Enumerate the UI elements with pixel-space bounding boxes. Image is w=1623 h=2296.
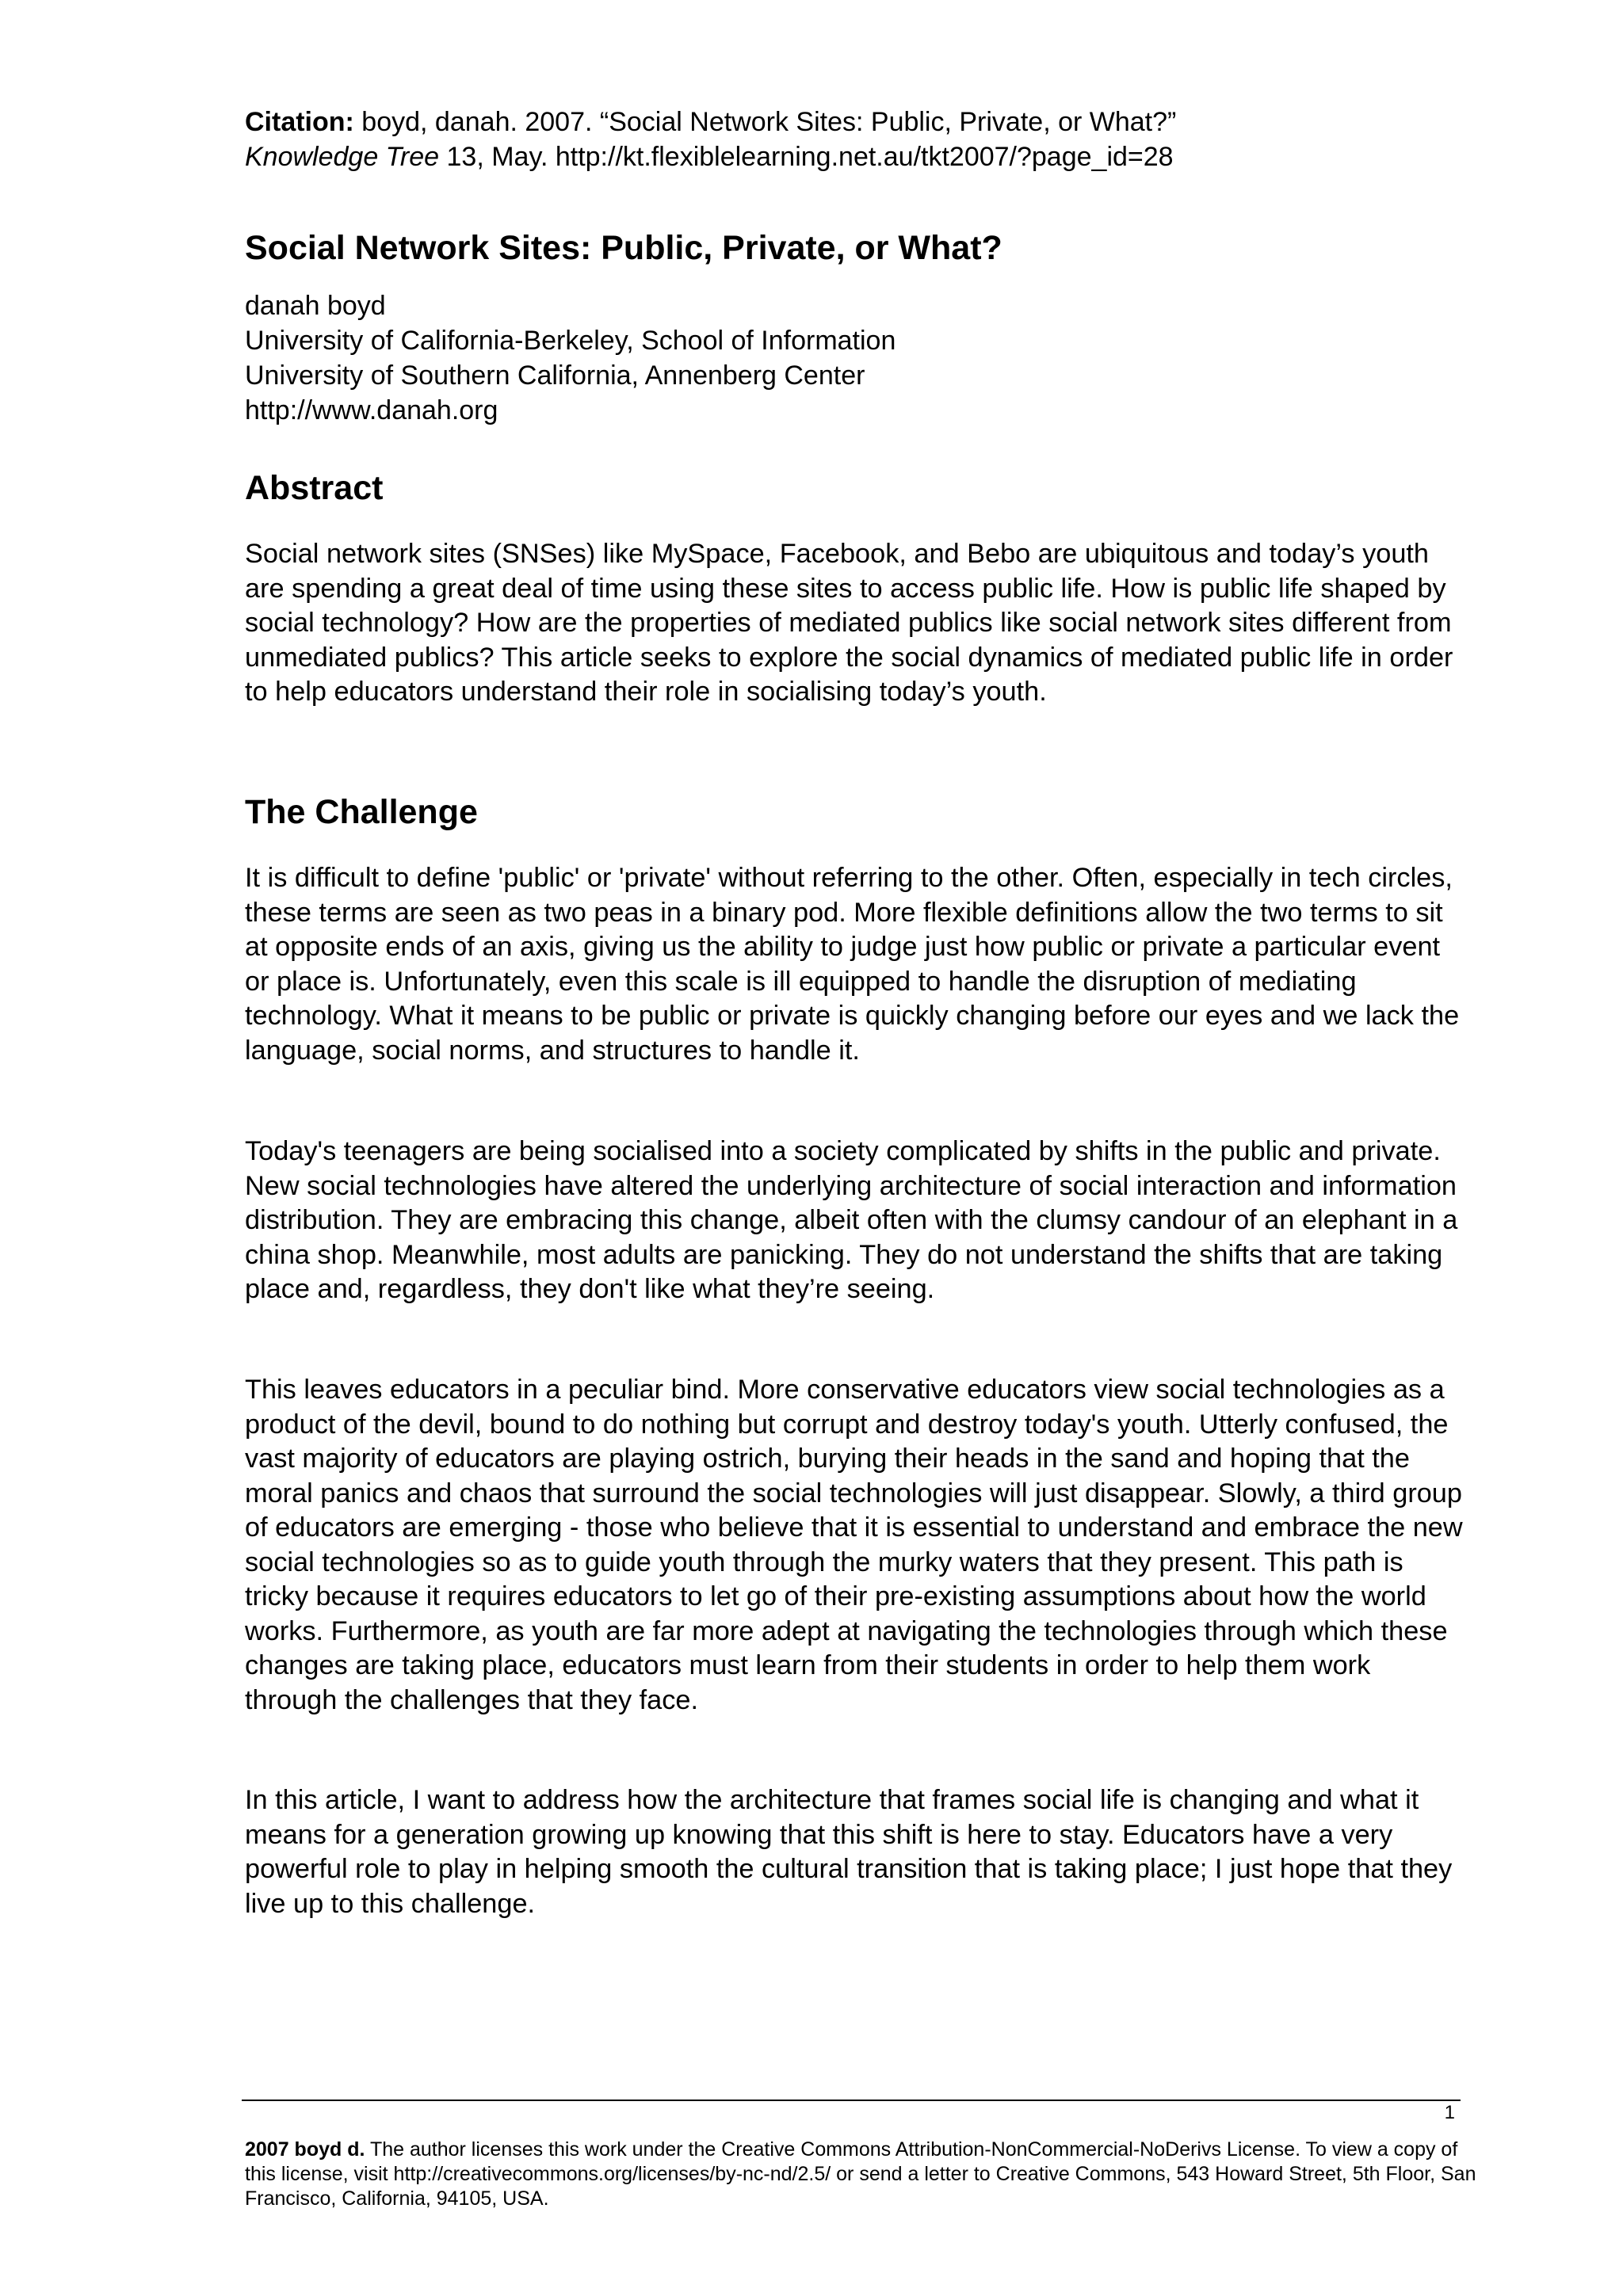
page-number: 1: [1444, 2102, 1455, 2123]
challenge-heading: The Challenge: [245, 793, 478, 831]
citation-line-2: [245, 139, 1457, 174]
footer-divider: [242, 2100, 1461, 2101]
abstract-paragraph: Social network sites (SNSes) like MySpace, Facebook, and Bebo are ubiquitous and today’s youth are spending a great deal of time using these sites to access public life. How is public life shaped by social technology? How are the properties of mediated publics like social network sites different from unmediated publics? This article seeks to explore the social dynamics of mediated public life in order to help educators understand their role in socialising today’s youth.: [245, 539, 1453, 707]
author-affiliation-2: University of Southern California, Annenberg Center: [245, 360, 865, 391]
license-copyright: 2007 boyd d.: [245, 2138, 365, 2161]
license-text: The author licenses this work under the Creative Commons Attribution-NonCommercial-NoDerivs License. To view a copy of this license, visit http://creativecommons.org/licenses/by-nc-nd/2.5/ or send a letter to Creative Commons, 543 Howard Street, 5th Floor, San Francisco, California, 94105, USA.: [245, 2138, 1476, 2210]
challenge-paragraph-2: Today's teenagers are being socialised into a society complicated by shifts in the public and private. New social technologies have altered the underlying architecture of social interaction and information distribution. They are embracing this change, albeit often with the clumsy candour of an elephant in a china shop. Meanwhile, most adults are panicking. They do not understand the shifts that are taking place and, regardless, they don't like what they’re seeing.: [245, 1136, 1458, 1304]
author-website: http://www.danah.org: [245, 395, 498, 425]
abstract-heading: Abstract: [245, 469, 384, 507]
citation-journal: Knowledge Tree: [245, 142, 440, 172]
citation-line-2-text: 13, May. http://kt.flexiblelearning.net.au/tkt2007/?page_id=28: [439, 142, 1174, 172]
challenge-paragraph-3: This leaves educators in a peculiar bind. More conservative educators view social technologies as a product of the devil, bound to do nothing but corrupt and destroy today's youth. Utterly confused, the vast majority of educators are playing ostrich, burying their heads in the sand and hoping that the moral panics and chaos that surround the social technologies will just disappear. Slowly, a third group of educators are emerging - those who believe that it is essential to understand and embrace the new social technologies so as to guide youth through the murky waters that they present. This path is tricky because it requires educators to let go of their pre-existing assumptions about how the world works. Furthermore, as youth are far more adept at navigating the technologies through which these changes are taking place, educators must learn from their students in order to help them work through the challenges that they face.: [245, 1375, 1463, 1715]
page-title: Social Network Sites: Public, Private, or What?: [245, 229, 1002, 267]
author-name: danah boyd: [245, 291, 386, 321]
author-block: [245, 288, 896, 428]
citation-line-1: [245, 105, 1457, 139]
license-notice: [245, 2138, 1481, 2211]
citation: [245, 105, 1457, 174]
citation-line-1-text: boyd, danah. 2007. “Social Network Sites: Public, Private, or What?”: [353, 107, 1177, 137]
citation-label: Citation:: [245, 107, 354, 137]
challenge-paragraph-1: It is difficult to define 'public' or 'private' without referring to the other. Often, especially in tech circles, these terms are seen as two peas in a binary pod. More flexible definitions allow the two terms to sit at opposite ends of an axis, giving us the ability to judge just how public or private a particular event or place is. Unfortunately, even this scale is ill equipped to handle the disruption of mediating technology. What it means to be public or private is quickly changing before our eyes and we lack the language, social norms, and structures to handle it.: [245, 863, 1460, 1066]
author-affiliation-1: University of California-Berkeley, School of Information: [245, 326, 896, 356]
challenge-paragraph-4: In this article, I want to address how the architecture that frames social life is changing and what it means for a generation growing up knowing that this shift is here to stay. Educators have a very powerful role to play in helping smooth the cultural transition that is taking place; I just hope that they live up to this challenge.: [245, 1785, 1453, 1919]
